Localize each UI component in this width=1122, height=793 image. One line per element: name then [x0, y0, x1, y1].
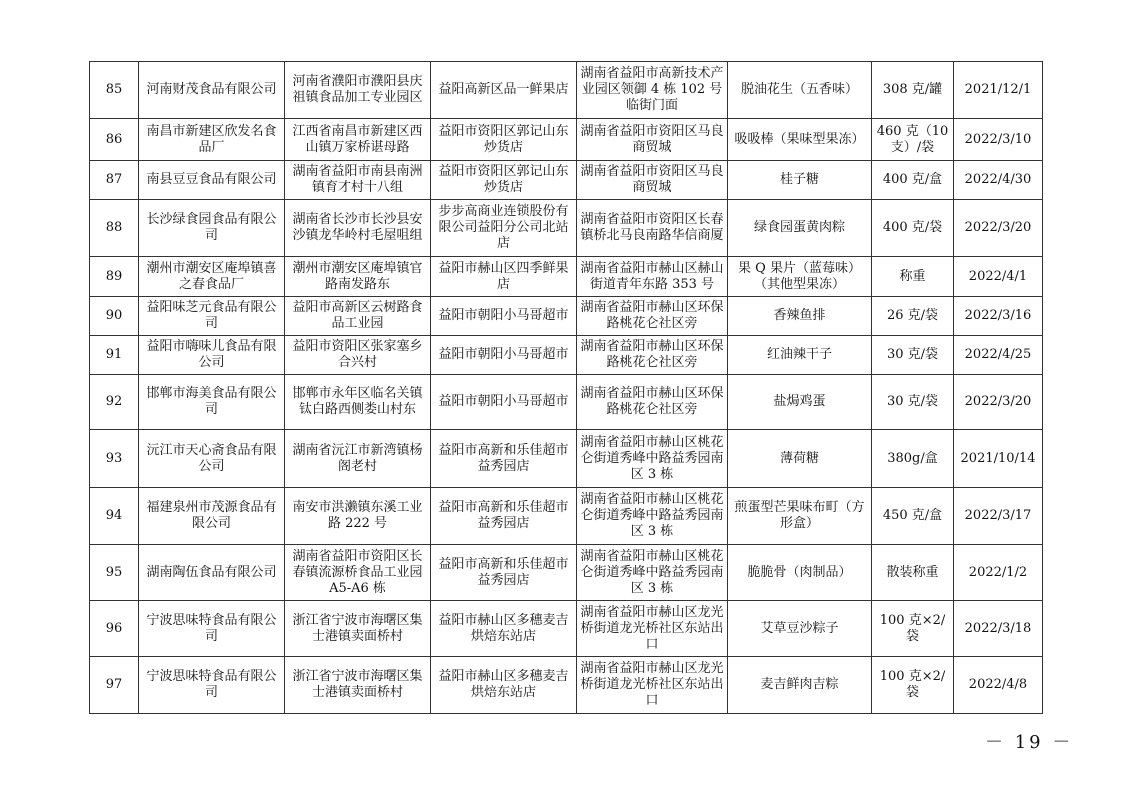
product-spec-cell: 460 克（10 支）/袋: [872, 119, 954, 161]
product-name-cell: 艾草豆沙粽子: [728, 601, 872, 657]
producer-name-cell: 南县豆豆食品有限公司: [139, 161, 285, 200]
producer-address-cell: 浙江省宁波市海曙区集士港镇卖面桥村: [285, 657, 431, 714]
product-spec-cell: 100 克×2/袋: [872, 657, 954, 714]
production-date-cell: 2022/4/8: [954, 657, 1043, 714]
table-row: [90, 257, 1043, 297]
producer-address-cell: 湖南省益阳市南县南洲镇育才村十八组: [285, 161, 431, 200]
producer-name-cell: 益阳市嗨味儿食品有限公司: [139, 336, 285, 375]
producer-address-cell: 潮州市潮安区庵埠镇官路南发路东: [285, 257, 431, 297]
table-row: [90, 297, 1043, 336]
product-spec-cell: 450 克/盒: [872, 488, 954, 545]
product-name-cell: 麦吉鲜肉吉粽: [728, 657, 872, 714]
seller-name-cell: 益阳市高新和乐佳超市益秀园店: [431, 488, 577, 545]
production-date-cell: 2022/3/20: [954, 375, 1043, 430]
product-spec-cell: 26 克/袋: [872, 297, 954, 336]
producer-name-cell: 宁波思味特食品有限公司: [139, 601, 285, 657]
product-name-cell: 红油辣干子: [728, 336, 872, 375]
product-name-cell: 脱油花生（五香味）: [728, 62, 872, 119]
row-number-cell: 95: [90, 545, 139, 601]
product-spec-cell: 称重: [872, 257, 954, 297]
row-number-cell: 90: [90, 297, 139, 336]
producer-name-cell: 湖南陶伍食品有限公司: [139, 545, 285, 601]
seller-name-cell: 益阳市高新和乐佳超市益秀园店: [431, 430, 577, 488]
seller-name-cell: 益阳市资阳区郭记山东炒货店: [431, 119, 577, 161]
seller-address-cell: 湖南省益阳市赫山区赫山街道青年东路 353 号: [577, 257, 728, 297]
table-row: [90, 375, 1043, 430]
producer-name-cell: 河南财茂食品有限公司: [139, 62, 285, 119]
seller-name-cell: 益阳市高新和乐佳超市益秀园店: [431, 545, 577, 601]
production-date-cell: 2022/3/16: [954, 297, 1043, 336]
row-number-cell: 93: [90, 430, 139, 488]
producer-name-cell: 益阳味芝元食品有限公司: [139, 297, 285, 336]
product-name-cell: 吸吸棒（果味型果冻）: [728, 119, 872, 161]
seller-address-cell: 湖南省益阳市赫山区环保路桃花仑社区旁: [577, 375, 728, 430]
table-row: [90, 161, 1043, 200]
producer-name-cell: 福建泉州市茂源食品有限公司: [139, 488, 285, 545]
producer-address-cell: 浙江省宁波市海曙区集士港镇卖面桥村: [285, 601, 431, 657]
table-row: [90, 601, 1043, 657]
production-date-cell: 2022/3/10: [954, 119, 1043, 161]
product-spec-cell: 散装称重: [872, 545, 954, 601]
production-date-cell: 2021/10/14: [954, 430, 1043, 488]
seller-name-cell: 益阳市赫山区多穗麦吉烘焙东站店: [431, 601, 577, 657]
production-date-cell: 2022/3/18: [954, 601, 1043, 657]
producer-address-cell: 邯郸市永年区临名关镇钛白路西侧娄山村东: [285, 375, 431, 430]
producer-address-cell: 湖南省益阳市资阳区长春镇流源桥食品工业园 A5-A6 栋: [285, 545, 431, 601]
production-date-cell: 2021/12/1: [954, 62, 1043, 119]
producer-address-cell: 益阳市资阳区张家塞乡合兴村: [285, 336, 431, 375]
seller-name-cell: 益阳市资阳区郭记山东炒货店: [431, 161, 577, 200]
product-name-cell: 盐焗鸡蛋: [728, 375, 872, 430]
producer-address-cell: 湖南省长沙市长沙县安沙镇龙华岭村毛屋咀组: [285, 200, 431, 257]
product-name-cell: 香辣鱼排: [728, 297, 872, 336]
production-date-cell: 2022/4/30: [954, 161, 1043, 200]
production-date-cell: 2022/4/1: [954, 257, 1043, 297]
seller-name-cell: 益阳市赫山区四季鲜果店: [431, 257, 577, 297]
producer-name-cell: 宁波思味特食品有限公司: [139, 657, 285, 714]
table-row: [90, 336, 1043, 375]
producer-name-cell: 潮州市潮安区庵埠镇喜之春食品厂: [139, 257, 285, 297]
row-number-cell: 87: [90, 161, 139, 200]
seller-address-cell: 湖南省益阳市赫山区环保路桃花仑社区旁: [577, 297, 728, 336]
product-spec-cell: 30 克/袋: [872, 336, 954, 375]
product-spec-cell: 400 克/袋: [872, 200, 954, 257]
seller-name-cell: 益阳市朝阳小马哥超市: [431, 375, 577, 430]
producer-address-cell: 湖南省沅江市新湾镇杨阁老村: [285, 430, 431, 488]
row-number-cell: 88: [90, 200, 139, 257]
table-body: [90, 62, 1043, 714]
producer-name-cell: 南昌市新建区欣发名食品厂: [139, 119, 285, 161]
seller-address-cell: 湖南省益阳市赫山区桃花仑街道秀峰中路益秀园南区 3 栋: [577, 545, 728, 601]
row-number-cell: 91: [90, 336, 139, 375]
producer-address-cell: 河南省濮阳市濮阳县庆祖镇食品加工专业园区: [285, 62, 431, 119]
production-date-cell: 2022/3/20: [954, 200, 1043, 257]
product-name-cell: 果 Q 果片（蓝莓味）（其他型果冻）: [728, 257, 872, 297]
row-number-cell: 97: [90, 657, 139, 714]
product-spec-cell: 30 克/袋: [872, 375, 954, 430]
producer-name-cell: 长沙绿食园食品有限公司: [139, 200, 285, 257]
table-row: [90, 62, 1043, 119]
producer-name-cell: 沅江市天心斋食品有限公司: [139, 430, 285, 488]
seller-address-cell: 湖南省益阳市赫山区龙光桥街道龙光桥社区东站出口: [577, 601, 728, 657]
table-row: [90, 430, 1043, 488]
table-row: [90, 657, 1043, 714]
seller-name-cell: 益阳市朝阳小马哥超市: [431, 336, 577, 375]
producer-name-cell: 邯郸市海美食品有限公司: [139, 375, 285, 430]
producer-address-cell: 益阳市高新区云树路食品工业园: [285, 297, 431, 336]
production-date-cell: 2022/3/17: [954, 488, 1043, 545]
row-number-cell: 92: [90, 375, 139, 430]
producer-address-cell: 南安市洪濑镇东溪工业路 222 号: [285, 488, 431, 545]
seller-name-cell: 益阳高新区品一鲜果店: [431, 62, 577, 119]
page-number: － 19 －: [985, 732, 1074, 753]
seller-address-cell: 湖南省益阳市资阳区长春镇桥北马良南路华信商厦: [577, 200, 728, 257]
row-number-cell: 86: [90, 119, 139, 161]
product-spec-cell: 308 克/罐: [872, 62, 954, 119]
row-number-cell: 96: [90, 601, 139, 657]
table-row: [90, 200, 1043, 257]
producer-address-cell: 江西省南昌市新建区西山镇万家桥谌母路: [285, 119, 431, 161]
seller-address-cell: 湖南省益阳市高新技术产业园区领御 4 栋 102 号临街门面: [577, 62, 728, 119]
product-spec-cell: 400 克/盒: [872, 161, 954, 200]
table-row: [90, 488, 1043, 545]
seller-address-cell: 湖南省益阳市赫山区龙光桥街道龙光桥社区东站出口: [577, 657, 728, 714]
product-spec-cell: 380g/盒: [872, 430, 954, 488]
product-name-cell: 桂子糖: [728, 161, 872, 200]
row-number-cell: 85: [90, 62, 139, 119]
seller-name-cell: 益阳市朝阳小马哥超市: [431, 297, 577, 336]
row-number-cell: 89: [90, 257, 139, 297]
row-number-cell: 94: [90, 488, 139, 545]
sampling-results-table: [89, 61, 1043, 714]
seller-name-cell: 益阳市赫山区多穗麦吉烘焙东站店: [431, 657, 577, 714]
product-name-cell: 煎蛋型芒果味布町（方形盒）: [728, 488, 872, 545]
table-row: [90, 545, 1043, 601]
seller-name-cell: 步步高商业连锁股份有限公司益阳分公司北站店: [431, 200, 577, 257]
production-date-cell: 2022/1/2: [954, 545, 1043, 601]
seller-address-cell: 湖南省益阳市赫山区桃花仑街道秀峰中路益秀园南区 3 栋: [577, 430, 728, 488]
product-name-cell: 薄荷糖: [728, 430, 872, 488]
seller-address-cell: 湖南省益阳市赫山区桃花仑街道秀峰中路益秀园南区 3 栋: [577, 488, 728, 545]
seller-address-cell: 湖南省益阳市赫山区环保路桃花仑社区旁: [577, 336, 728, 375]
product-name-cell: 绿食园蛋黄肉粽: [728, 200, 872, 257]
seller-address-cell: 湖南省益阳市资阳区马良商贸城: [577, 161, 728, 200]
seller-address-cell: 湖南省益阳市资阳区马良商贸城: [577, 119, 728, 161]
production-date-cell: 2022/4/25: [954, 336, 1043, 375]
table-row: [90, 119, 1043, 161]
product-name-cell: 脆脆骨（肉制品）: [728, 545, 872, 601]
product-spec-cell: 100 克×2/袋: [872, 601, 954, 657]
